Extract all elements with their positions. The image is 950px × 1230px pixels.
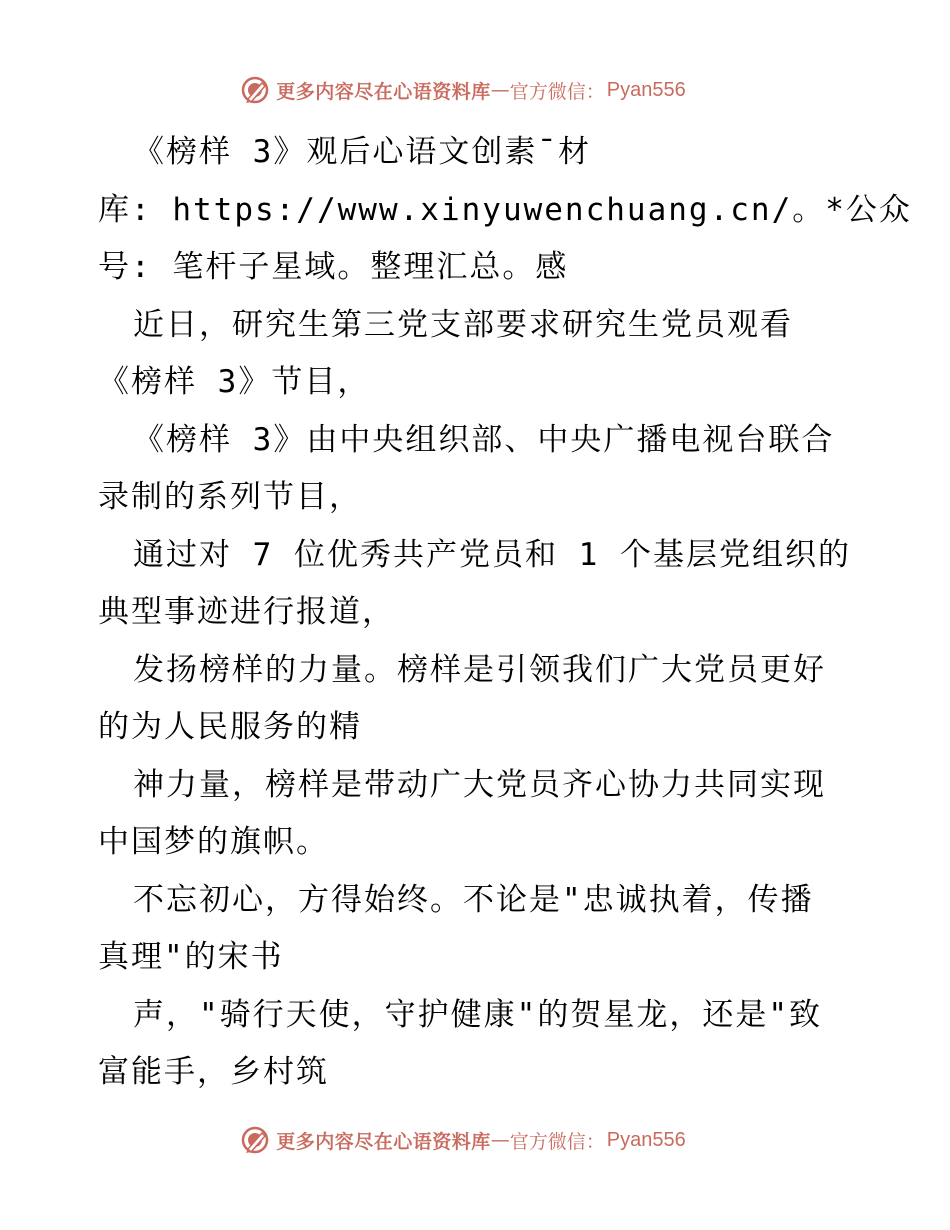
text-line: 《榜样 3》由中央组织部、中央广播电视台联合	[133, 421, 835, 458]
pen-logo-icon	[240, 1125, 270, 1155]
text-line: 富能手，乡村筑	[98, 1054, 329, 1090]
text-line: 《榜样 3》观后心语文创素¯材	[133, 134, 591, 170]
text-line: 的为人民服务的精	[98, 709, 362, 745]
text-line: 通过对 7 位优秀共产党员和 1 个基层党组织的	[133, 536, 851, 573]
text-line: 近日，研究生第三党支部要求研究生党员观看	[133, 306, 793, 343]
text-line: 中国梦的旗帜。	[98, 824, 329, 860]
banner-separator: —	[490, 79, 510, 101]
text-line: 典型事迹进行报道，	[98, 594, 395, 630]
text-line: 真理"的宋书	[98, 939, 284, 975]
text-line: 库: https://www.xinyuwenchuang.cn/。*公众	[98, 191, 912, 228]
banner-separator: —	[490, 1129, 510, 1151]
header-banner	[0, 70, 950, 110]
banner-text: 更多内容尽在心语资料库	[276, 80, 491, 103]
text-line: 《榜样 3》节目，	[98, 364, 371, 400]
banner-text: 更多内容尽在心语资料库	[276, 1130, 491, 1153]
banner-wechat-id: Pyan556	[606, 78, 686, 101]
text-line: 录制的系列节目，	[98, 479, 362, 515]
text-line: 不忘初心，方得始终。不论是"忠诚执着，传播	[133, 881, 814, 918]
banner-wechat-id: Pyan556	[606, 1128, 686, 1151]
banner-wechat-label: 官方微信：	[509, 80, 605, 103]
text-line: 发扬榜样的力量。榜样是引领我们广大党员更好	[133, 651, 826, 688]
text-line: 神力量，榜样是带动广大党员齐心协力共同实现	[133, 766, 826, 803]
banner-wechat-label: 官方微信：	[509, 1130, 605, 1153]
text-line: 号: 笔杆子星域。整理汇总。感	[98, 249, 569, 285]
text-line: 声，"骑行天使，守护健康"的贺星龙，还是"致	[133, 996, 822, 1033]
footer-banner	[0, 1120, 950, 1160]
pen-logo-icon	[240, 75, 270, 105]
document-body	[98, 124, 912, 1102]
